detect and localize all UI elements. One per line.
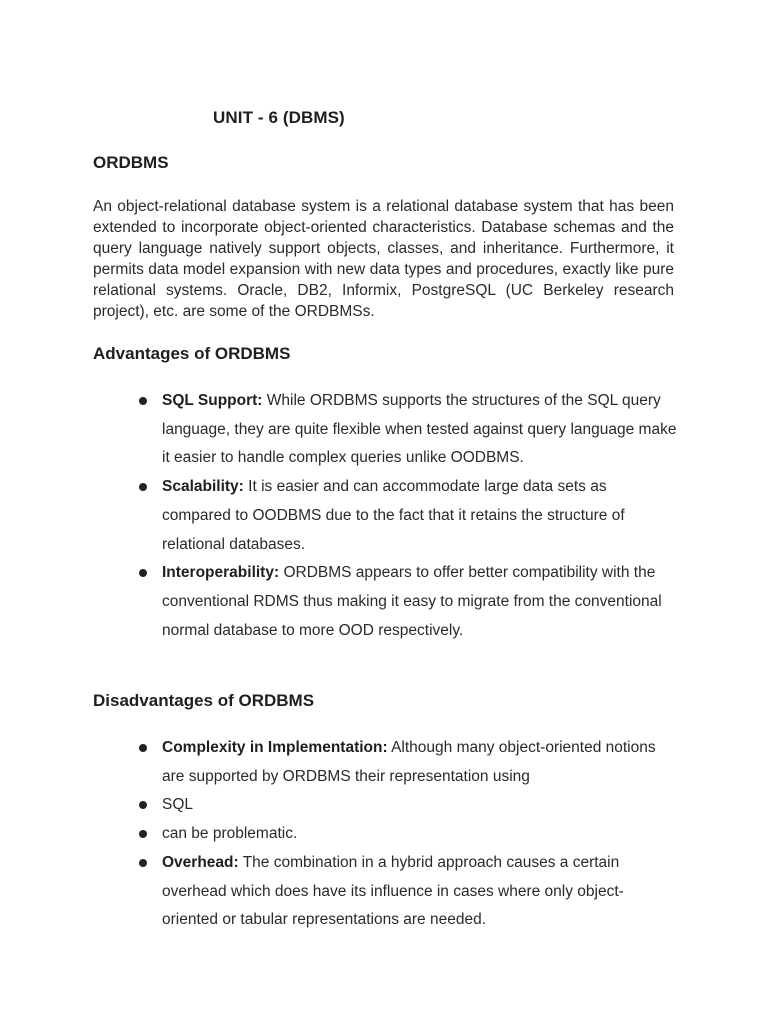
bullet-icon <box>139 801 147 809</box>
item-term: Interoperability: <box>162 564 280 582</box>
bullet-icon <box>139 397 147 405</box>
list-item <box>0 473 677 559</box>
item-term: Scalability: <box>162 478 244 496</box>
item-text: ORDBMS appears to offer better compatibility with the conventional RDMS thus making it easy to migrate from the conventional normal database to more OOD respectively. <box>162 564 662 639</box>
heading-advantages: Advantages of ORDBMS <box>93 344 291 363</box>
list-item <box>0 849 677 935</box>
list-item <box>0 791 677 820</box>
item-text: It is easier and can accommodate large data sets as compared to OODBMS due to the fact that it retains the structure of relational databases. <box>162 478 625 553</box>
bullet-icon <box>139 483 147 491</box>
list-item <box>0 387 677 473</box>
bullet-icon <box>139 830 147 838</box>
bullet-icon <box>139 569 147 577</box>
item-text: While ORDBMS supports the structures of the SQL query language, they are quite flexible when tested against query language make it easier to handle complex queries unlike OODBMS. <box>162 392 677 467</box>
bullet-icon <box>139 859 147 867</box>
list-item <box>0 820 677 849</box>
list-item <box>0 734 677 791</box>
item-text: can be problematic. <box>162 825 298 843</box>
document-title: UNIT - 6 (DBMS) <box>213 108 345 127</box>
advantages-list <box>0 387 768 645</box>
item-text: SQL <box>162 796 194 814</box>
intro-paragraph: An object-relational database system is a relational database system that has been extended to incorporate object-oriented characteristics. Database schemas and the query language natively support objects, classes, and inheritance. Furthermore, it permits data model expansion with new data types and procedures, exactly like pure relational systems. Oracle, DB2, Informix, PostgreSQL (UC Berkeley research project), etc. are some of the ORDBMSs. <box>93 198 674 320</box>
heading-disadvantages: Disadvantages of ORDBMS <box>93 691 315 710</box>
bullet-icon <box>139 744 147 752</box>
item-text: The combination in a hybrid approach causes a certain overhead which does have its influence in cases where only object-oriented or tabular representations are needed. <box>162 853 624 929</box>
item-term: SQL Support: <box>162 392 263 409</box>
item-text: Although many object-oriented notions are supported by ORDBMS their representation using <box>162 739 656 785</box>
item-term: Complexity in Implementation: <box>162 739 388 756</box>
disadvantages-list <box>0 734 768 935</box>
heading-ordbms: ORDBMS <box>93 153 169 172</box>
item-term: Overhead: <box>162 853 239 871</box>
list-item <box>0 559 677 645</box>
